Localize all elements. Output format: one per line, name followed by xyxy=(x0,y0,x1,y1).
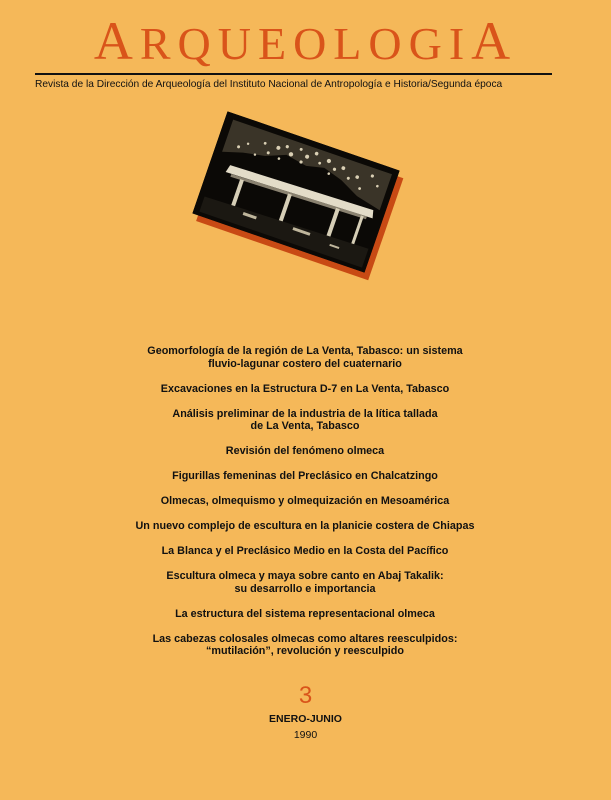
masthead-final: A xyxy=(471,11,518,71)
article-title-line: Geomorfología de la región de La Venta, Tabasco: un sistema xyxy=(147,345,463,357)
article-title-line: La Blanca y el Preclásico Medio en la Costa del Pacífico xyxy=(161,545,449,557)
masthead-title xyxy=(0,11,611,71)
article-title xyxy=(85,408,525,433)
issue-year: 1990 xyxy=(293,729,318,741)
article-title-line: su desarrollo e importancia xyxy=(234,582,376,595)
article-title xyxy=(85,345,525,370)
article-title-line: fluvio-lagunar costero del cuaternario xyxy=(208,357,402,370)
article-title-line: La estructura del sistema representacional olmeca xyxy=(175,607,435,620)
cover-photo-image xyxy=(192,111,399,272)
issue-period: ENERO-JUNIO xyxy=(269,713,342,725)
table-of-contents xyxy=(85,345,525,670)
journal-subtitle: Revista de la Dirección de Arqueología del Instituto Nacional de Antropología e Historia/Segunda época xyxy=(35,79,503,90)
article-title-line: “mutilación”, revolución y reesculpido xyxy=(206,645,404,657)
article-title xyxy=(85,445,525,458)
excavation-photo-graphic xyxy=(192,111,399,272)
article-title-line: de La Venta, Tabasco xyxy=(250,420,360,432)
article-title xyxy=(85,520,525,533)
article-title xyxy=(85,495,525,508)
article-title-line: Un nuevo complejo de escultura en la planicie costera de Chiapas xyxy=(135,520,475,532)
masthead-middle: RQUEOLOGI xyxy=(139,18,472,69)
article-title xyxy=(85,383,525,396)
article-title xyxy=(85,470,525,483)
article-title xyxy=(85,570,525,595)
cover-photo xyxy=(192,111,399,272)
masthead-rule xyxy=(35,73,552,75)
article-title xyxy=(85,608,525,621)
article-title-line: Análisis preliminar de la industria de la lítica tallada xyxy=(172,407,438,420)
article-title-line: Escultura olmeca y maya sobre canto en Abaj Takalik: xyxy=(166,570,444,582)
article-title-line: Revisión del fenómeno olmeca xyxy=(225,445,385,457)
article-title-line: Las cabezas colosales olmecas como altares reesculpidos: xyxy=(152,632,458,645)
issue-number: 3 xyxy=(298,682,313,709)
article-title-line: Olmecas, olmequismo y olmequización en Mesoamérica xyxy=(160,495,450,507)
article-title xyxy=(85,633,525,658)
masthead-initial: A xyxy=(93,11,140,71)
article-title-line: Figurillas femeninas del Preclásico en Chalcatzingo xyxy=(172,470,438,482)
article-title xyxy=(85,545,525,558)
article-title-line: Excavaciones en la Estructura D-7 en La Venta, Tabasco xyxy=(160,382,450,395)
